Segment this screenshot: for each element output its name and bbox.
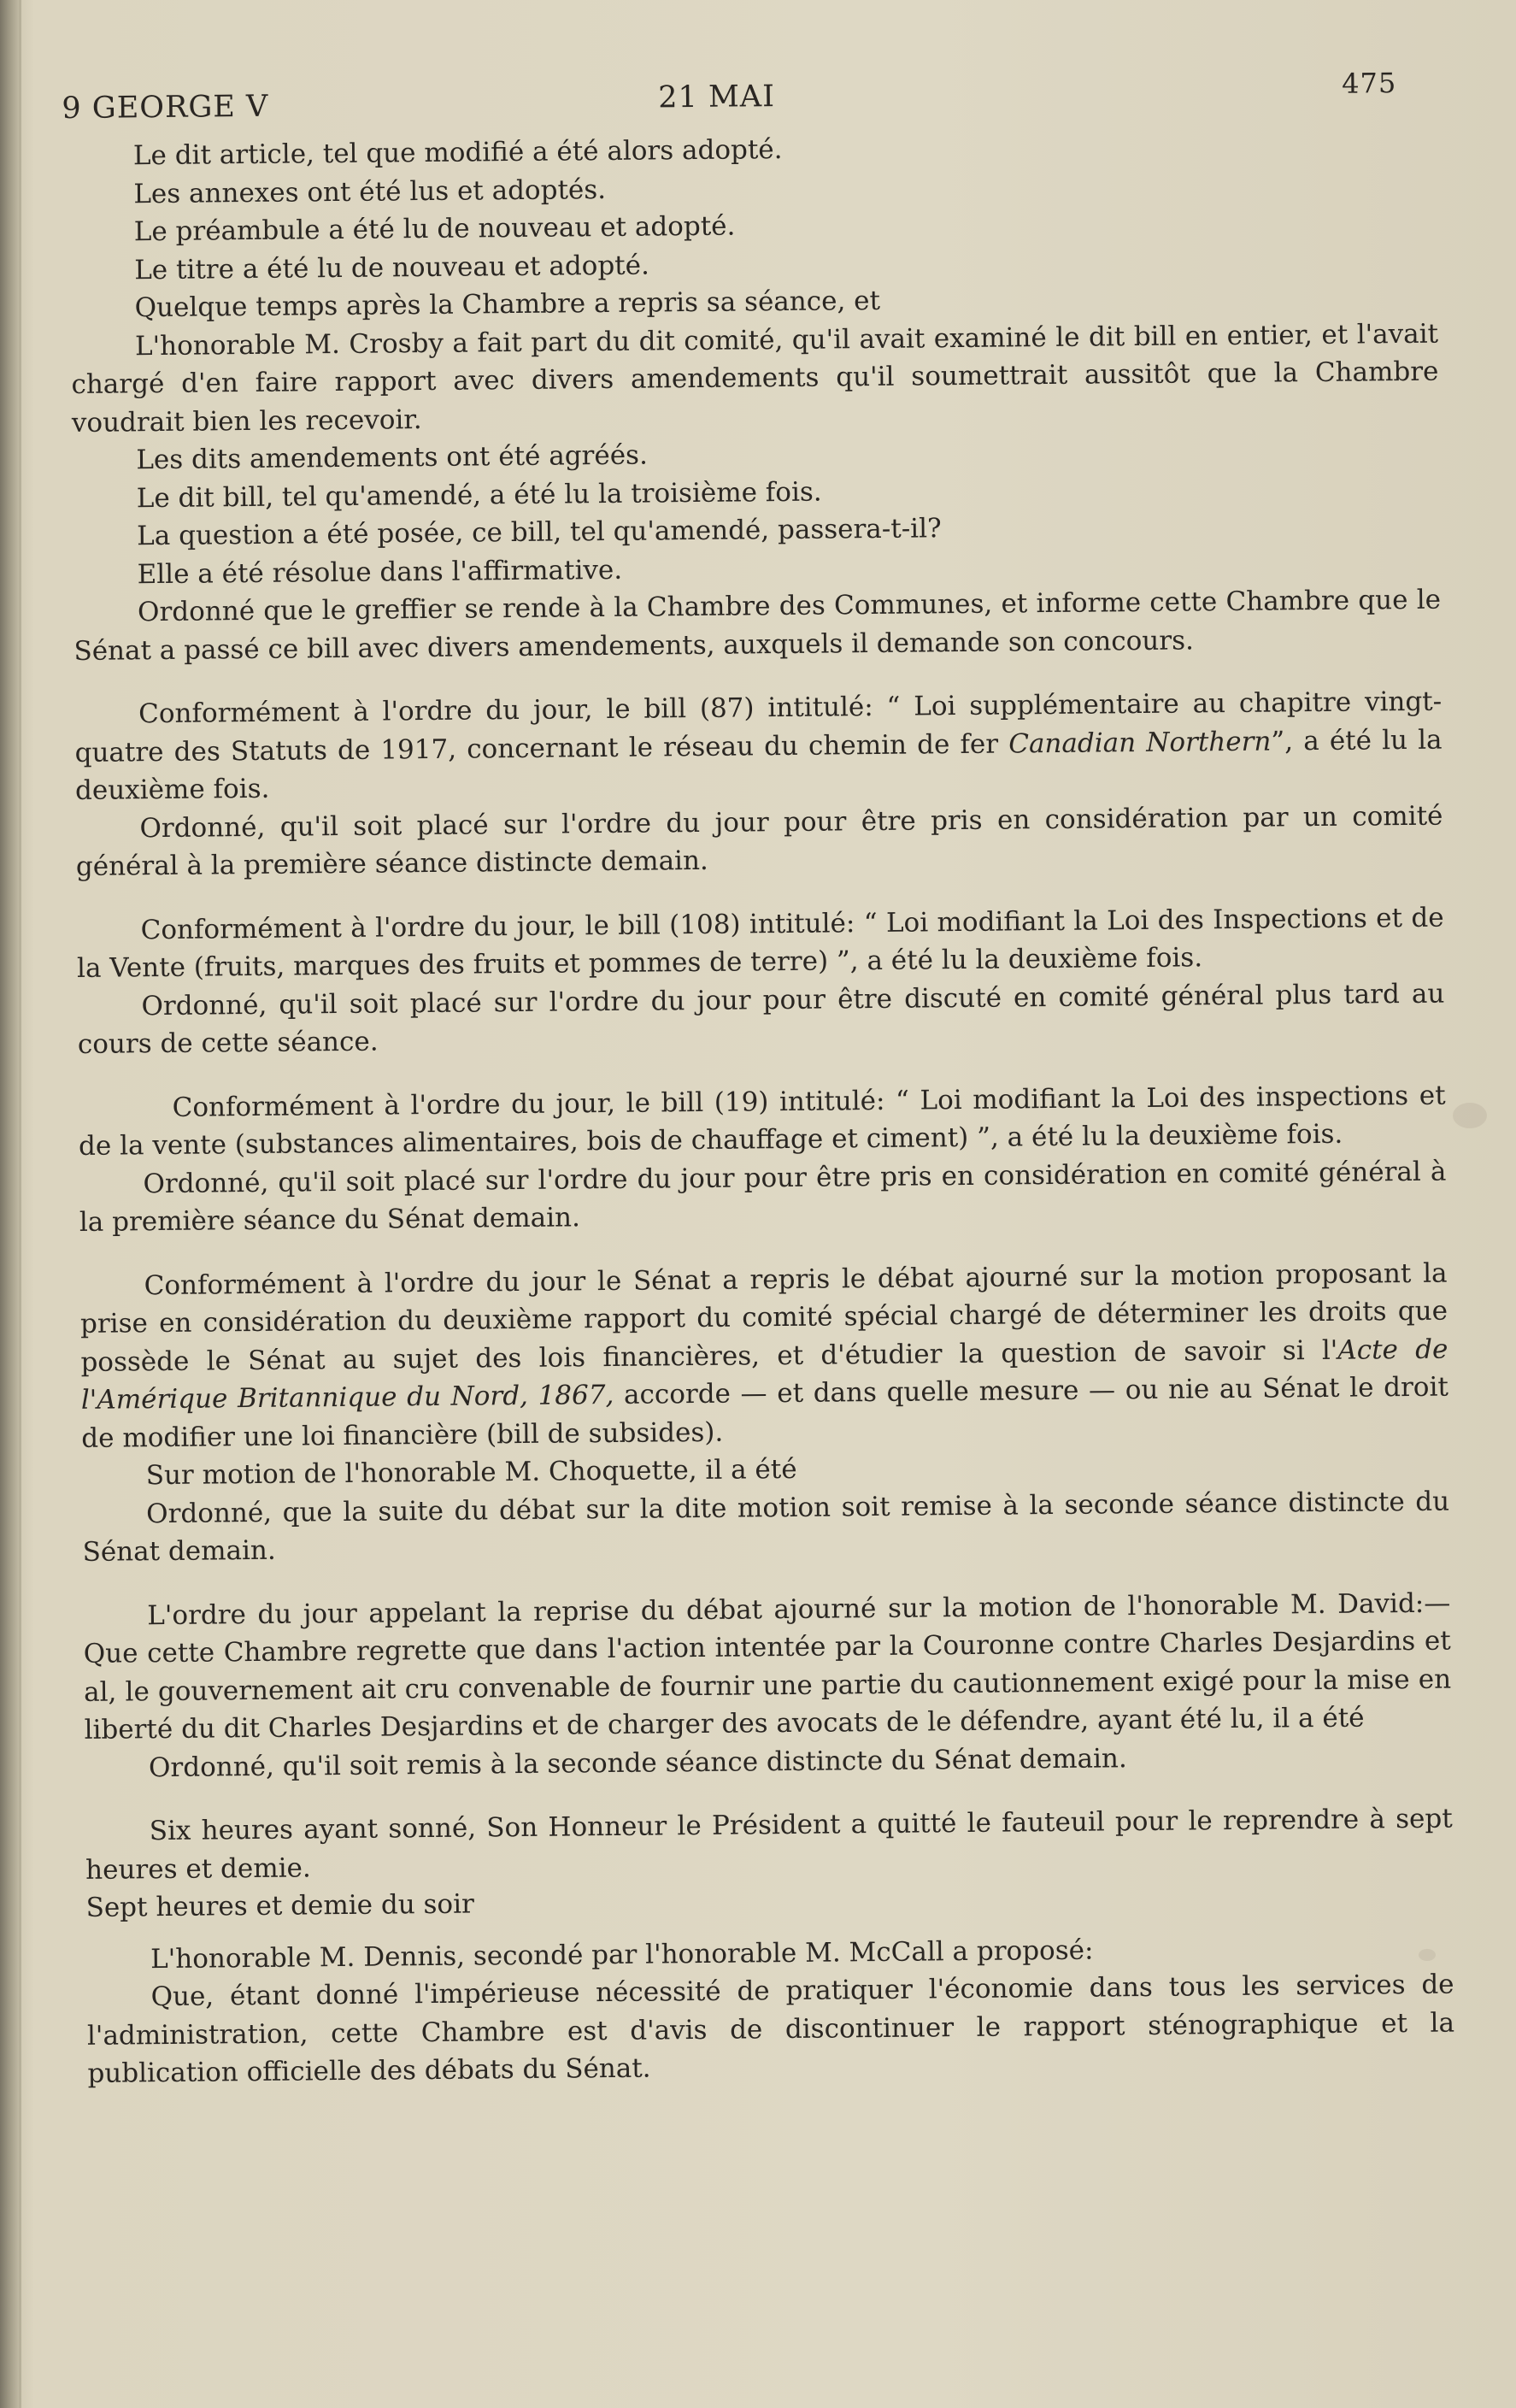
page-number: 475 xyxy=(1342,67,1397,100)
paragraph: Six heures ayant sonné, Son Honneur le Président a quitté le fauteuil pour le reprendre à sept heures et demie. xyxy=(85,1803,1453,1886)
header-date: 21 MAI xyxy=(658,79,776,115)
paragraph: Quelque temps après la Chambre a repris sa séance, et xyxy=(134,285,881,324)
paragraph: Ordonné, qu'il soit placé sur l'ordre du jour pour être pris en considération par un comité général à la première séance distincte demain. xyxy=(75,800,1443,882)
paragraph: Le titre a été lu de nouveau et adopté. xyxy=(134,249,650,286)
paragraph xyxy=(74,683,1443,810)
paragraph: L'honorable M. Crosby a fait part du dit comité, qu'il avait examiné le dit bill en entier, et l'avait chargé d'en faire rapport avec divers amendements qu'il soumettrait aussitôt que la Chambre voudrait bien les recevoir. xyxy=(71,318,1439,439)
paragraph xyxy=(79,1254,1448,1457)
paragraph: Ordonné, que la suite du débat sur la dite motion soit remise à la seconde séance distincte du Sénat demain. xyxy=(82,1486,1450,1568)
paragraph: Ordonné, qu'il soit placé sur l'ordre du jour pour être pris en considération en comité général à la première séance du Sénat demain. xyxy=(79,1156,1447,1238)
paragraph: Le préambule a été lu de nouveau et adopté. xyxy=(133,210,736,248)
paragraph: Le dit article, tel que modifié a été alors adopté. xyxy=(132,133,783,172)
paragraph: Les dits amendements ont été agréés. xyxy=(136,439,649,476)
paragraph: Elle a été résolue dans l'affirmative. xyxy=(137,554,623,590)
paragraph-text: accorde — et dans quelle mesure — ou nie au Sénat le droit de modifier une loi financière (bill de subsides). xyxy=(81,1371,1449,1454)
paragraph: La question a été posée, ce bill, tel qu'amendé, passera-t-il? xyxy=(137,513,942,552)
time-heading: Sept heures et demie du soir xyxy=(85,1888,475,1923)
page-content xyxy=(62,60,1455,2093)
paragraph: Les annexes ont été lus et adoptés. xyxy=(133,174,607,209)
paragraph-text: Conformément à l'ordre du jour, le bill (87) intitulé: “ Loi supplémentaire au chapitre vingt-quatre des Statuts de 1917, concernant le réseau du chemin de fer xyxy=(74,686,1443,768)
paragraph: L'ordre du jour appelant la reprise du débat ajourné sur la motion de l'honorable M. David:—Que cette Chambre regrette que dans l'action intentée par la Couronne contre Charles Desjardins et al, le gouvernement ait cru convenable de fournir une partie du cautionnement exigé pour la mise en liberté du dit Charles Desjardins et de charger des avocats de le défendre, ayant été lu, il a été xyxy=(83,1587,1452,1746)
journal-text xyxy=(69,125,1455,2093)
paragraph: Conformément à l'ordre du jour, le bill (19) intitulé: “ Loi modifiant la Loi des inspections et de la vente (substances alimentaires, bois de chauffage et ciment) ”, a été lu la deuxième fois. xyxy=(78,1080,1446,1162)
paragraph: Que, étant donné l'impérieuse nécessité de pratiquer l'économie dans tous les services de l'administration, cette Chambre est d'avis de discontinuer le rapport sténographique et la publication officielle des débats du Sénat. xyxy=(86,1969,1455,2089)
paragraph: Sur motion de l'honorable M. Choquette, il a été xyxy=(145,1453,797,1492)
italic-act-title: Acte de l'Amérique Britannique du Nord, 1867, xyxy=(80,1334,1448,1416)
paragraph: Le dit bill, tel qu'amendé, a été lu la troisième fois. xyxy=(136,476,822,514)
paragraph: Ordonné, qu'il soit placé sur l'ordre du jour pour être discuté en comité général plus tard au cours de cette séance. xyxy=(77,978,1445,1060)
italic-railway-name: Canadian Northern xyxy=(1008,726,1272,759)
paragraph-text: ”, a été lu la deuxième fois. xyxy=(74,724,1443,806)
running-head xyxy=(62,60,1437,127)
paragraph: L'honorable M. Dennis, secondé par l'honorable M. McCall a proposé: xyxy=(150,1934,1094,1975)
page-fold xyxy=(19,0,21,2408)
paragraph: Ordonné que le greffier se rende à la Chambre des Communes, et informe cette Chambre que le Sénat a passé ce bill avec divers amendements, auxquels il demande son concours. xyxy=(73,584,1442,667)
binding-edge xyxy=(0,0,19,2408)
paragraph: Conformément à l'ordre du jour, le bill (108) intitulé: “ Loi modifiant la Loi des Inspections et de la Vente (fruits, marques des fruits et pommes de terre) ”, a été lu la deuxième fois. xyxy=(76,902,1444,984)
paper-smudge xyxy=(1453,1103,1487,1128)
paragraph-text: Conformément à l'ordre du jour le Sénat a repris le débat ajourné sur la motion proposant la prise en considération du deuxième rapport du comité spécial chargé de déterminer les droits que possède le Sénat au sujet des lois financières, et d'étudier la question de savoir si l' xyxy=(79,1257,1448,1378)
header-reign: 9 GEORGE V xyxy=(62,89,269,127)
paragraph: Ordonné, qu'il soit remis à la seconde séance distincte du Sénat demain. xyxy=(148,1742,1127,1783)
